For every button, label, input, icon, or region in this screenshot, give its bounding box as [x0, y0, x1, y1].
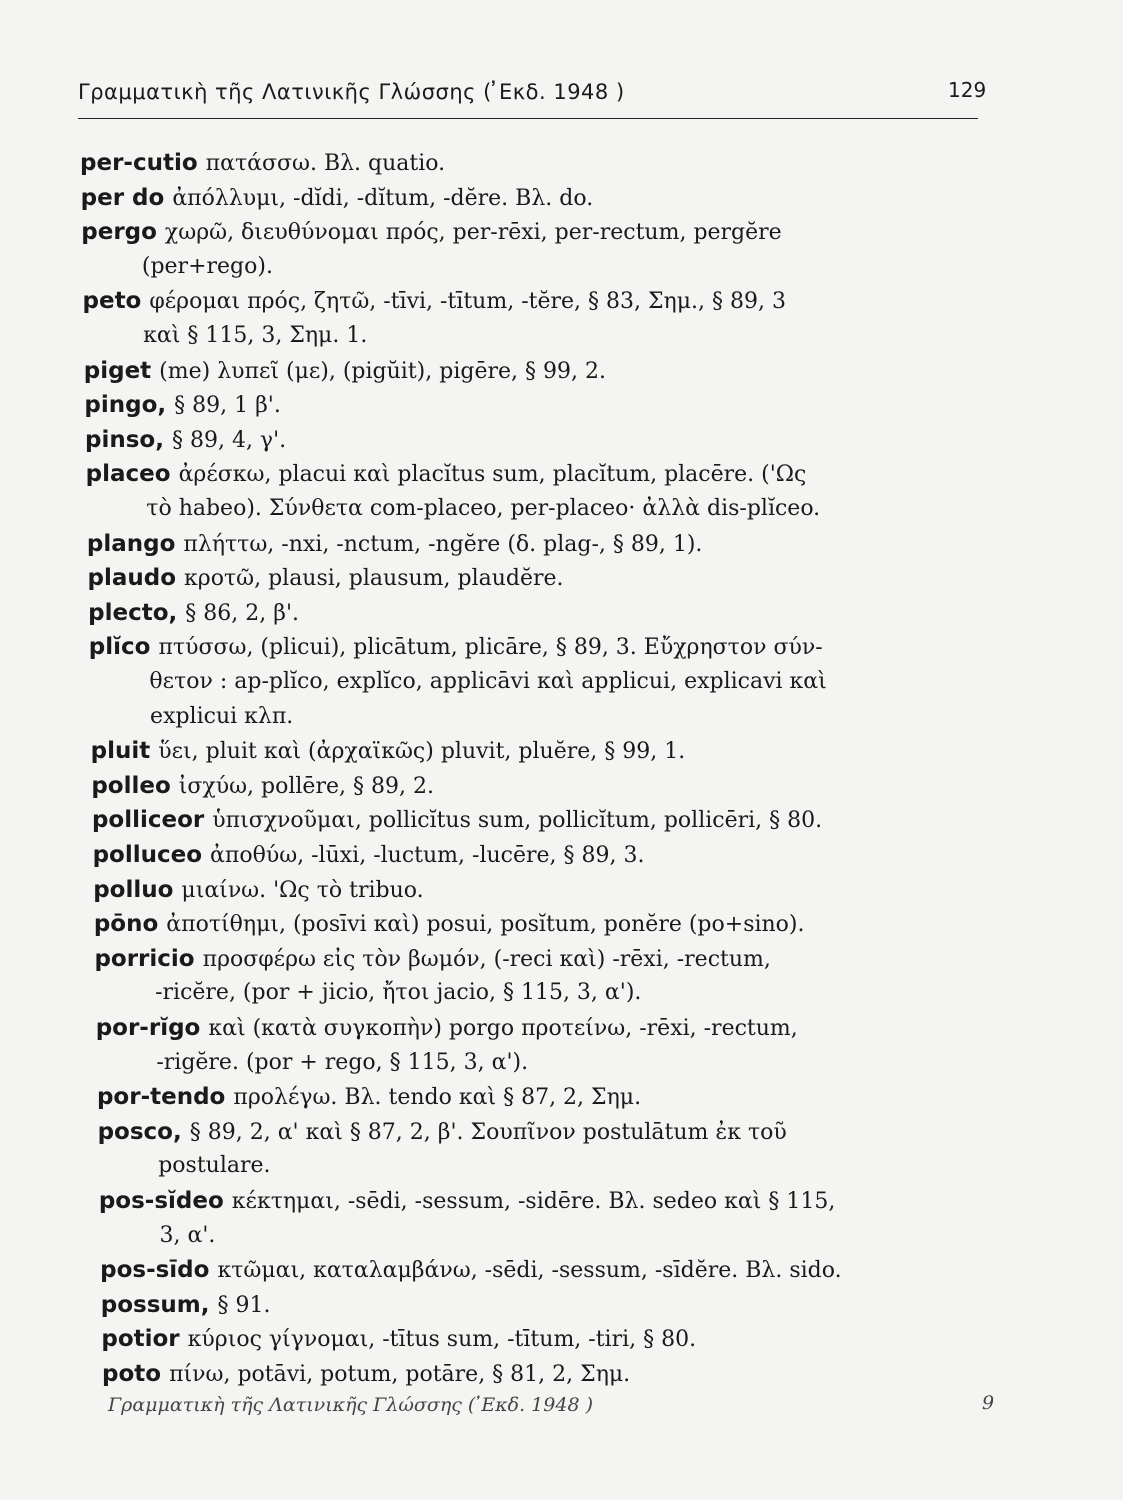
gloss: ἀρέσκω, placui καὶ placĭtus sum, placĭtum, placēre. ('Ως [178, 462, 807, 488]
dictionary-entry [93, 838, 645, 873]
headword: per-cutio [80, 150, 198, 176]
headword: per do [80, 184, 165, 211]
dictionary-entry [94, 907, 805, 942]
gloss: (per+rego). [141, 253, 273, 279]
gloss: πτύσσω, (plicui), plicātum, plicāre, § 89, 3. Εὔχρηστον σύν- [158, 635, 823, 661]
headword: peto [82, 288, 142, 315]
dictionary-entry [91, 734, 686, 769]
dictionary-entry [97, 1080, 641, 1115]
gloss: § 89, 2, α' καὶ § 87, 2, β'. Σουπῖνον postulātum ἐκ τοῦ [189, 1119, 787, 1145]
dictionary-entry [91, 769, 434, 804]
entry-continuation [156, 1046, 528, 1080]
gloss: κέκτημαι, -sēdi, -sessum, -sidēre. Βλ. sedeo καὶ § 115, [231, 1189, 836, 1214]
headword: plecto, [88, 599, 178, 626]
gloss: προλέγω. Βλ. tendo καὶ § 87, 2, Σημ. [233, 1085, 642, 1111]
dictionary-entry [84, 388, 280, 423]
dictionary-entry [99, 1184, 836, 1219]
dictionary-entry [85, 423, 286, 458]
dictionary-entry [83, 284, 786, 319]
running-head: Γραμματικὴ τῆς Λατινικῆς Γλώσσης ( ̓Εκδ. 1948 ) [78, 80, 625, 104]
headword: plaudo [87, 565, 177, 592]
dictionary-entry [87, 527, 703, 562]
dictionary-entry [88, 596, 299, 631]
gloss: ἀποθύω, -lūxi, -luctum, -lucēre, § 89, 3. [210, 843, 645, 868]
gloss: φέρομαι πρός, ζητῶ, -tīvi, -tītum, -tĕre, § 83, Σημ., § 89, 3 [149, 289, 786, 315]
gloss: -rigĕre. (por + rego, § 115, 3, α'). [156, 1049, 529, 1075]
gloss: πατάσσω. Βλ. quatio. [205, 151, 446, 176]
dictionary-entry [80, 146, 445, 181]
page-number: 129 [948, 78, 987, 102]
entry-continuation [158, 1149, 270, 1183]
headword: por-rĭgo [95, 1015, 201, 1041]
dictionary-entry [92, 803, 822, 838]
headword: placeo [85, 461, 171, 488]
gloss: πίνω, potāvi, potum, potāre, § 81, 2, Σημ. [169, 1362, 631, 1387]
dictionary-entry [101, 1322, 696, 1357]
dictionary-entry [88, 561, 564, 596]
dictionary-entry [84, 354, 606, 389]
gloss: ἰσχύω, pollēre, § 89, 2. [178, 773, 434, 799]
gloss: καὶ (κατὰ συγκοπὴν) porgo προτείνω, -rēxi, -rectum, [208, 1016, 798, 1041]
headword: plango [86, 530, 176, 557]
dictionary-entry [98, 1115, 787, 1150]
gloss: ἀπόλλυμι, -dĭdi, -dĭtum, -dĕre. Βλ. do. [172, 185, 594, 211]
gloss: θετον : ap-plĭco, explĭco, applicāvi καὶ applicui, explicavi καὶ [149, 669, 827, 694]
dictionary-entry [94, 942, 770, 977]
gloss: -ricĕre, (por + jicio, ἤτοι jacio, § 115, 3, α'). [155, 980, 642, 1006]
gloss: κροτῶ, plausi, plausum, plaudĕre. [184, 566, 564, 592]
gloss: τὸ habeo). Σύνθετα com-placeo, per-placeo· ἀλλὰ dis-plĭceo. [146, 496, 821, 521]
gloss: § 86, 2, β'. [185, 600, 299, 626]
gloss: 3, α'. [159, 1222, 216, 1248]
headword: pōno [93, 911, 159, 938]
gloss: καὶ § 115, 3, Σημ. 1. [143, 323, 368, 348]
headword: polluo [93, 876, 174, 903]
dictionary-entry [102, 1357, 630, 1392]
header-rule [78, 118, 978, 119]
entry-continuation [150, 700, 293, 734]
footer-signature: Γραμματικὴ τῆς Λατινικῆς Γλώσσης ( ̓Εκδ. 1948 ) [108, 1394, 593, 1416]
entry-continuation [142, 250, 273, 284]
gloss: explicui κλπ. [150, 703, 294, 729]
entry-continuation [159, 1219, 215, 1253]
headword: pos-sīdo [100, 1257, 210, 1284]
gloss: προσφέρω εἰς τὸν βωμόν, (-reci καὶ) -rēxi, -rectum, [202, 946, 771, 972]
entry-continuation [149, 665, 826, 699]
headword: polleo [91, 772, 171, 799]
dictionary-entry [81, 215, 781, 250]
gloss: § 89, 4, γ'. [171, 427, 287, 453]
headword: posco, [97, 1118, 182, 1145]
headword: pos-sĭdeo [98, 1188, 224, 1214]
dictionary-entry [89, 630, 823, 665]
entry-continuation [155, 976, 641, 1010]
gloss: § 89, 1 β'. [174, 393, 281, 419]
headword: piget [83, 357, 152, 384]
headword: por-tendo [96, 1084, 226, 1111]
dictionary-entry [93, 873, 423, 908]
headword: pergo [81, 219, 157, 246]
headword: pinso, [85, 426, 164, 453]
headword: possum, [100, 1291, 210, 1318]
gloss: (me) λυπεῖ (με), (pigŭit), pigēre, § 99, 2. [159, 358, 606, 384]
dictionary-entry [86, 457, 807, 492]
headword: polluceo [92, 842, 203, 868]
headword: polliceor [91, 807, 205, 834]
gloss: ἀποτίθημι, (posīvi καὶ) posui, posĭtum, ponĕre (po+sino). [166, 912, 805, 938]
headword: potior [101, 1326, 180, 1353]
gloss: πλήττω, -nxi, -nctum, -ngĕre (δ. plag-, § 89, 1). [183, 531, 703, 557]
dictionary-entry [100, 1253, 842, 1288]
entry-continuation [143, 319, 367, 353]
gloss: κύριος γίγνομαι, -tītus sum, -tītum, -tiri, § 80. [187, 1327, 697, 1353]
gloss: χωρῶ, διευθύνομαι πρός, per-rēxi, per-rectum, pergĕre [164, 220, 782, 246]
dictionary-entry [96, 1011, 798, 1046]
headword: porricio [94, 945, 195, 972]
gloss: ὑπισχνοῦμαι, pollicĭtus sum, pollicĭtum, pollicēri, § 80. [212, 808, 823, 834]
gloss: § 91. [217, 1292, 271, 1318]
entry-continuation [146, 492, 820, 526]
gloss: ὕει, pluit καὶ (ἀρχαϊκῶς) pluvit, pluĕre, § 99, 1. [158, 739, 686, 765]
dictionary-entry [81, 181, 594, 216]
headword: pingo, [84, 392, 167, 419]
headword: plĭco [88, 634, 151, 661]
gloss: postulare. [158, 1153, 271, 1179]
gloss: μιαίνω. 'Ως τὸ tribuo. [181, 877, 424, 903]
headword: poto [102, 1361, 162, 1387]
dictionary-entry [101, 1288, 271, 1323]
headword: pluit [90, 738, 151, 765]
gloss: κτῶμαι, καταλαμβάνω, -sēdi, -sessum, -sīdĕre. Βλ. sido. [217, 1258, 842, 1284]
footer-sheet-number: 9 [982, 1392, 995, 1414]
